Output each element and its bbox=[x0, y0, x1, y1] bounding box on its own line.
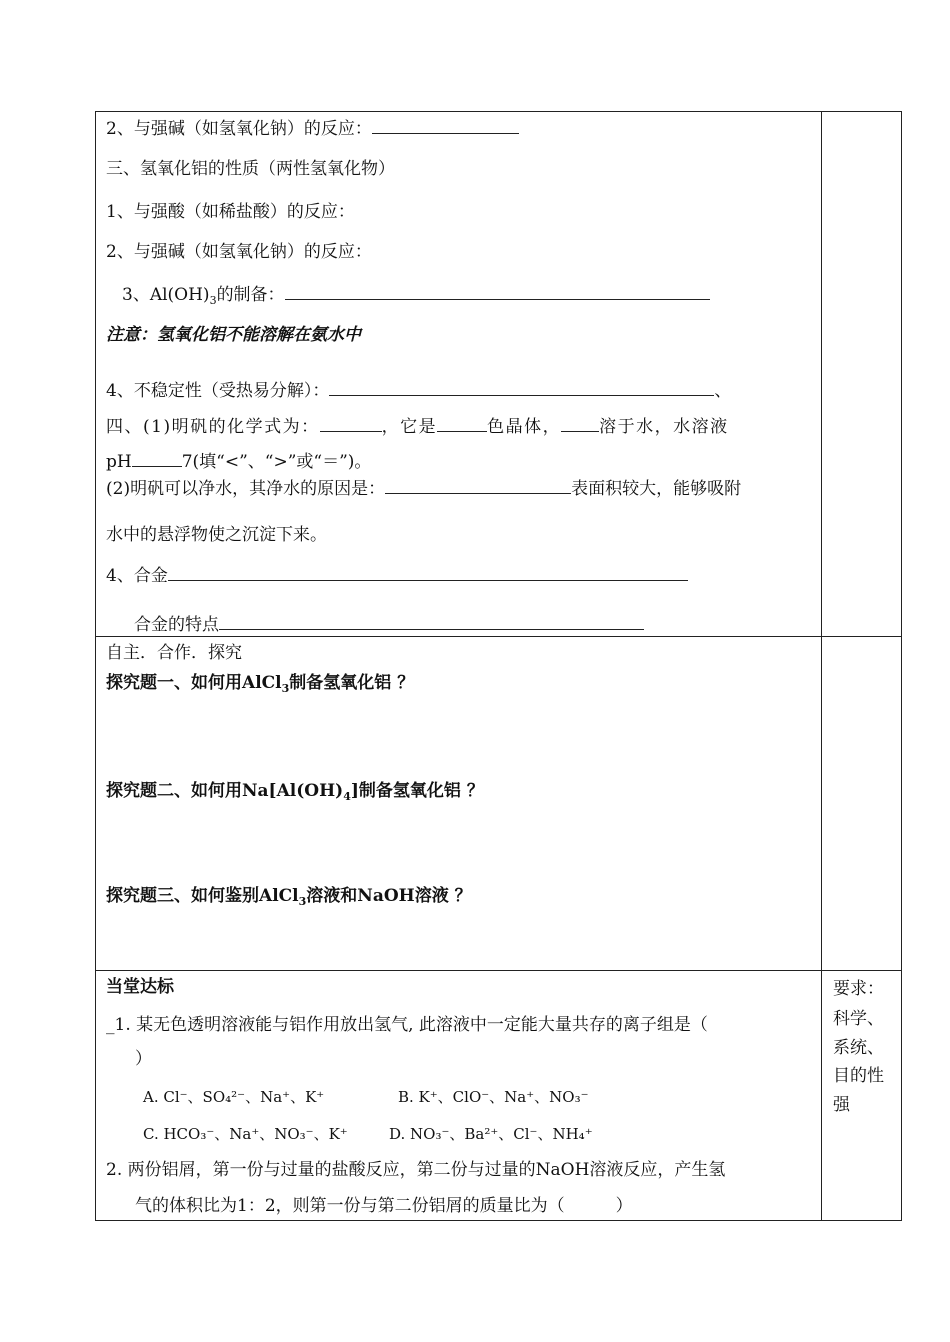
inquiry-question-1: 探究题一、如何用AlCl$_3$制备氢氧化铝 ？ bbox=[106, 673, 415, 695]
instability-line: 4、不稳定性（受热易分解）： 、 bbox=[106, 381, 732, 401]
strong-base-reaction-line: 2、与强碱（如氢氧化钠）的反应： bbox=[106, 118, 519, 139]
inquiry-heading: 自主．合作．探究 bbox=[106, 643, 242, 663]
alum-purify-line: (2)明矾可以净水，其净水的原因是： 表面积较大，能够吸附 bbox=[106, 479, 742, 499]
answer-blank[interactable] bbox=[372, 118, 519, 134]
answer-blank[interactable] bbox=[329, 380, 714, 396]
answer-blank[interactable] bbox=[561, 416, 599, 432]
answer-blank[interactable] bbox=[219, 614, 644, 630]
row-divider-1 bbox=[95, 636, 902, 637]
option-a[interactable]: A. Cl⁻、SO₄²⁻、Na⁺、K⁺ bbox=[143, 1088, 325, 1106]
option-c[interactable]: C. HCO₃⁻、Na⁺、NO₃⁻、K⁺ bbox=[143, 1125, 348, 1143]
answer-blank[interactable] bbox=[168, 565, 688, 581]
requirement-label: 要求： bbox=[833, 979, 884, 999]
alum-ph-line: pH 7(填“<”、“>”或“＝”)。 bbox=[106, 452, 372, 472]
column-divider bbox=[821, 111, 822, 1221]
answer-blank[interactable] bbox=[285, 284, 710, 300]
answer-blank[interactable] bbox=[437, 416, 487, 432]
option-d[interactable]: D. NO₃⁻、Ba²⁺、Cl⁻、NH₄⁺ bbox=[389, 1125, 593, 1143]
section-heading-aluminum-hydroxide: 三、氢氧化铝的性质（两性氢氧化物） bbox=[106, 159, 395, 179]
requirement-item: 科学、 bbox=[833, 1009, 884, 1029]
worksheet-table bbox=[95, 111, 902, 1221]
alum-formula-line: 四、(1)明矾的化学式为： ，它是 色晶体， 溶于水，水溶液 bbox=[106, 417, 729, 437]
alloy-line: 4、合金 bbox=[106, 565, 688, 586]
requirement-item: 系统、 bbox=[833, 1038, 884, 1058]
note-line: 注意：氢氧化铝不能溶解在氨水中 bbox=[106, 325, 361, 345]
practice-question-1-end: ） bbox=[135, 1049, 152, 1069]
alloy-feature-line: 合金的特点 bbox=[134, 614, 644, 635]
option-b[interactable]: B. K⁺、ClO⁻、Na⁺、NO₃⁻ bbox=[398, 1088, 589, 1106]
preparation-line: 3、$Al(OH)_3$的制备： bbox=[122, 284, 710, 307]
answer-blank[interactable] bbox=[132, 451, 182, 467]
inquiry-question-3: 探究题三、如何鉴别AlCl$_3$溶液和NaOH溶液 ？ bbox=[106, 886, 472, 908]
practice-question-2-line-2: 气的体积比为1：2，则第一份与第二份铝屑的质量比为（ ） bbox=[135, 1196, 633, 1216]
practice-question-2-line-1: 2. 两份铝屑，第一份与过量的盐酸反应，第二份与过量的NaOH溶液反应，产生氢 bbox=[106, 1160, 726, 1180]
inquiry-question-2: 探究题二、如何用$Na[Al(OH)_4]$制备氢氧化铝 ？ bbox=[106, 781, 484, 803]
practice-question-1: _1. 某无色透明溶液能与铝作用放出氢气, 此溶液中一定能大量共存的离子组是（ bbox=[106, 1015, 708, 1035]
requirement-item: 目的性 bbox=[833, 1066, 884, 1086]
base-reaction-line: 2、与强碱（如氢氧化钠）的反应： bbox=[106, 242, 372, 262]
answer-blank[interactable] bbox=[320, 416, 382, 432]
answer-blank[interactable] bbox=[385, 478, 571, 494]
requirement-item: 强 bbox=[833, 1095, 850, 1115]
row-divider-2 bbox=[95, 970, 902, 971]
acid-reaction-line: 1、与强酸（如稀盐酸）的反应： bbox=[106, 202, 355, 222]
practice-heading: 当堂达标 bbox=[106, 977, 174, 997]
alum-purify-line-2: 水中的悬浮物使之沉淀下来。 bbox=[106, 525, 327, 545]
